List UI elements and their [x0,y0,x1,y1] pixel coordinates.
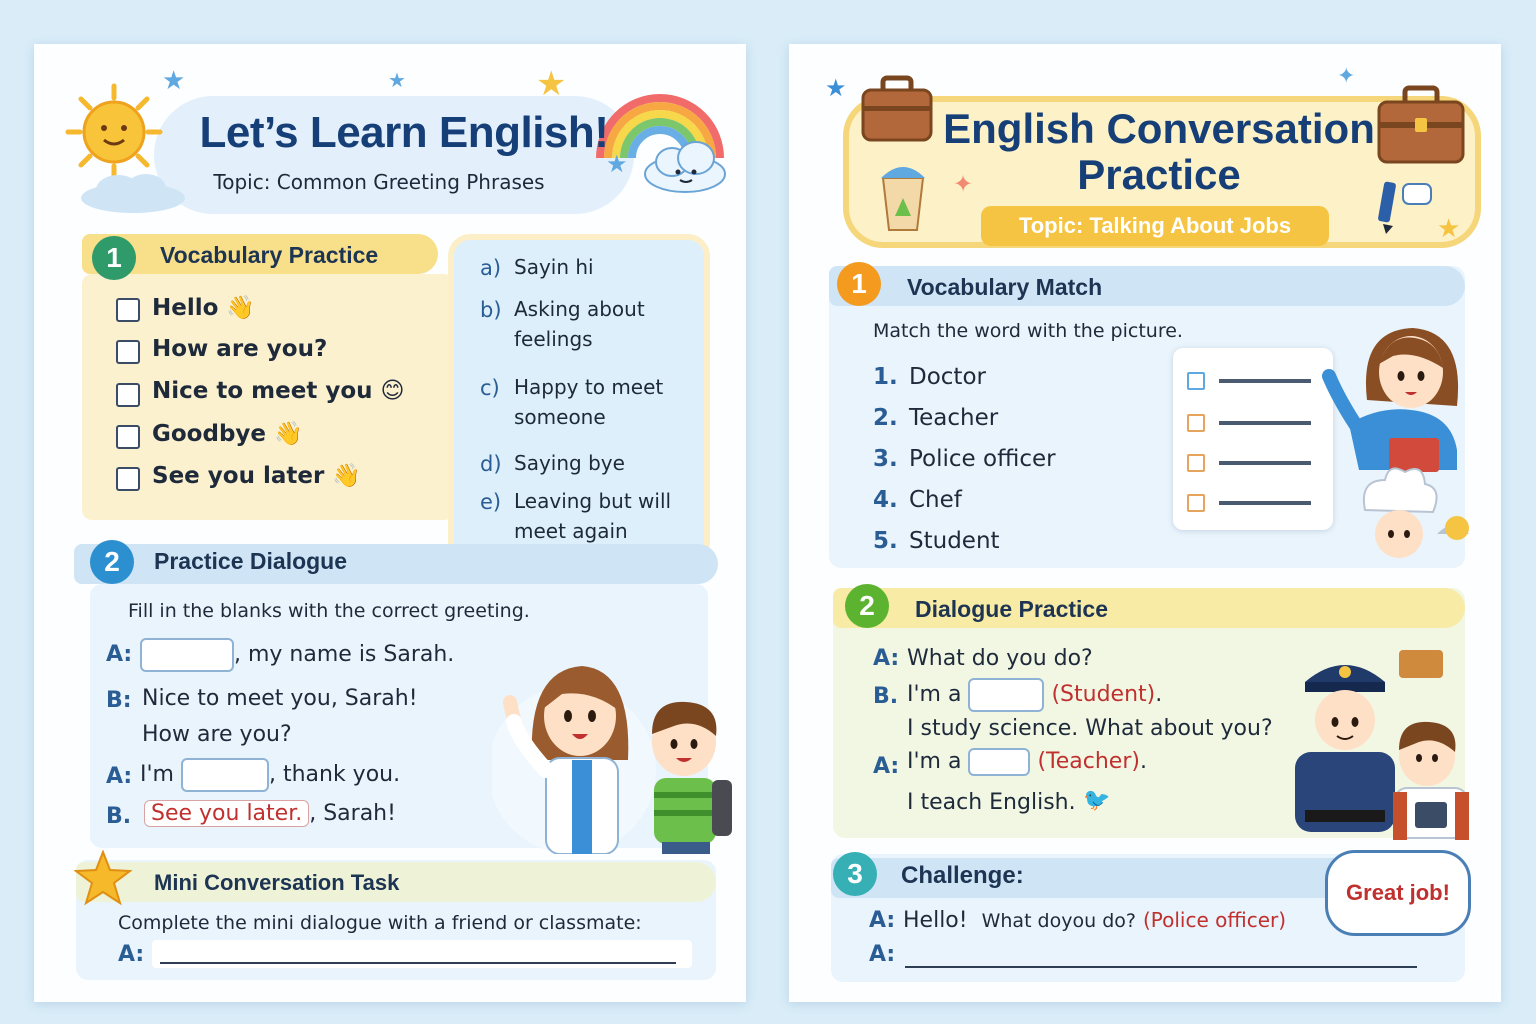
speaker-label: B. [106,804,132,829]
vocab-item-goodbye: Goodbye 👋 [152,421,303,447]
meaning-text: Happy to meet someone [514,375,664,429]
speaker-label: A: [873,754,900,779]
vocab-item-nice-to-meet-you: Nice to meet you 😊 [152,378,405,404]
praise-bubble: Great job! [1325,850,1471,936]
answer-blank[interactable] [968,748,1030,776]
dialogue-line: See you later. , Sarah! [144,800,396,827]
task-instruction: Complete the mini dialogue with a friend or classmate: [118,912,642,934]
answer-line [160,962,676,964]
waving-hand-icon: 👋 [332,463,361,489]
match-checkbox[interactable] [1187,494,1205,512]
sun-icon [64,82,164,182]
drink-cup-icon [875,154,931,234]
dialogue-line: I study science. What about you? [907,716,1273,741]
speaker-label: B. [873,684,899,709]
dialogue-line: What do you do? [907,646,1093,671]
answer-blank[interactable] [968,678,1044,712]
bird-icon: 🐦 [1083,788,1111,813]
checkbox[interactable] [116,467,140,491]
answer-blank[interactable] [181,758,269,792]
checkbox[interactable] [116,298,140,322]
speaker-label: A: [106,764,133,789]
job-number: 2. [873,405,898,431]
checkbox[interactable] [116,340,140,364]
dialogue-line: I teach English. [907,790,1076,815]
dialogue-line: I'm , thank you. [140,758,400,792]
vocab-item-how-are-you: How are you? [152,336,328,362]
star-icon: ★ [162,66,186,96]
star-icon: ★ [388,68,406,92]
speaker-label: A: [873,646,900,671]
meaning-text: Asking about feelings [514,297,645,351]
speaker-label: A: [869,908,896,933]
challenge-line: Hello! What doyou do? (Police officer) [903,908,1287,933]
match-checkbox[interactable] [1187,372,1205,390]
dialogue-line: How are you? [142,722,292,747]
meaning-letter: c) [480,376,500,400]
vocab-item-see-you-later: See you later 👋 [152,463,361,489]
meaning-letter: b) [480,298,502,322]
job-word: Chef [909,487,962,513]
match-checkbox[interactable] [1187,414,1205,432]
cloud-icon [78,168,188,214]
section-number-badge: 2 [845,584,889,628]
section-number-badge: 2 [90,540,134,584]
section-number-badge: 1 [837,262,881,306]
meaning-text: Saying bye [514,451,625,475]
checkbox[interactable] [116,425,140,449]
vocab-item-hello: Hello 👋 [152,295,256,321]
answer-blank[interactable] [140,638,234,672]
star-icon [74,850,132,906]
teacher-and-chef-illustration [1319,320,1469,570]
speaker-label: B: [106,688,132,713]
meaning-letter: a) [480,256,502,280]
section-number-badge: 3 [833,852,877,896]
sparkle-icon: ✦ [953,170,974,198]
speaker-label: A: [118,942,145,967]
meaning-text: Sayin hi [514,255,594,279]
job-number: 3. [873,446,898,472]
worksheet-greetings [34,44,746,1002]
dialogue-line: Nice to meet you, Sarah! [142,686,418,711]
meaning-text: Leaving but will meet again [514,489,672,543]
dialogue-instruction: Fill in the blanks with the correct greeting. [128,600,530,622]
dialogue-line: I'm a (Student). [907,678,1162,712]
match-instruction: Match the word with the picture. [873,320,1183,342]
section-title: Vocabulary Practice [160,242,379,268]
section-title: Challenge: [901,862,1024,889]
checkbox[interactable] [116,383,140,407]
meaning-letter: d) [480,452,502,476]
page-title: Let’s Learn English! [199,108,609,157]
job-number: 4. [873,487,898,513]
teacher-and-student-illustration [492,630,744,854]
star-icon: ★ [1437,214,1461,244]
job-number: 5. [873,528,898,554]
star-icon: ✦ [1337,64,1356,89]
page-title: English Conversation Practice [943,105,1375,198]
section-title: Practice Dialogue [154,548,348,574]
meaning-letter: e) [480,490,502,514]
smiley-icon: 😊 [380,378,405,404]
section-title: Dialogue Practice [915,596,1109,622]
speaker-label: A: [106,642,133,667]
filled-answer: See you later. [144,800,309,827]
topic-subtitle: Topic: Common Greeting Phrases [213,170,545,194]
star-icon: ★ [536,64,567,104]
job-number: 1. [873,364,898,390]
section-number-badge: 1 [92,236,136,280]
job-word: Police officer [909,446,1056,472]
star-icon: ★ [825,74,847,102]
job-word: Doctor [909,364,986,390]
waving-hand-icon: 👋 [226,295,256,321]
job-word: Teacher [909,405,999,431]
job-word: Student [909,528,1000,554]
section-title: Vocabulary Match [907,274,1103,300]
speaker-label: A: [869,942,896,967]
section-title: Mini Conversation Task [154,870,400,895]
briefcase-icon [857,74,937,144]
dialogue-line: , my name is Sarah. [140,638,454,672]
smiling-cloud-icon [640,136,730,196]
topic-subtitle: Topic: Talking About Jobs [981,206,1329,246]
police-and-student-illustration [1275,642,1479,840]
match-picture-card [1173,348,1333,530]
waving-hand-icon: 👋 [274,421,303,447]
dialogue-line: I'm a (Teacher). [907,749,1147,774]
answer-line[interactable] [905,966,1417,968]
worksheet-jobs [789,44,1501,1002]
star-icon: ★ [606,150,628,178]
match-checkbox[interactable] [1187,454,1205,472]
